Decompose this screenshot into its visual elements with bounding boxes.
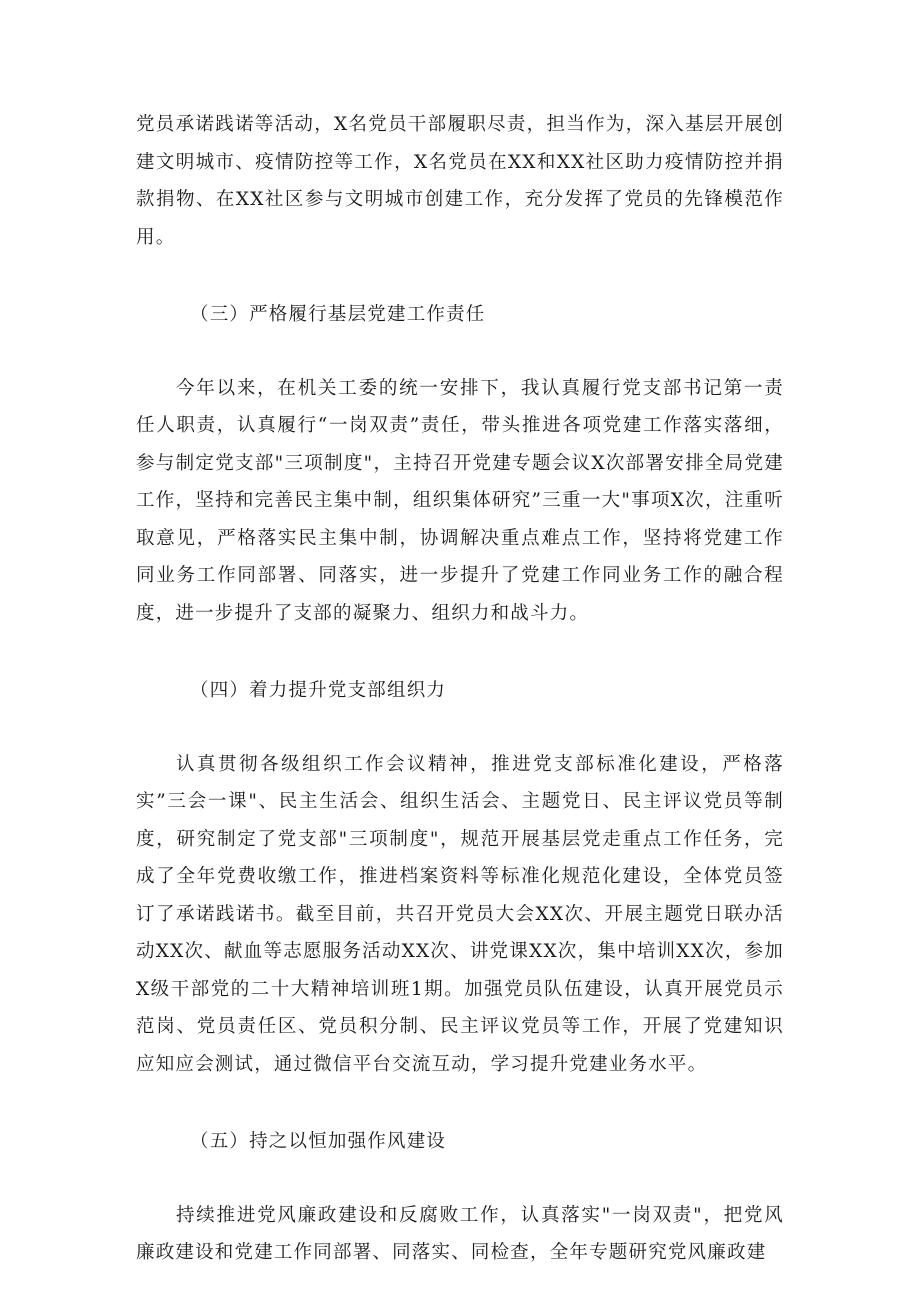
paragraph-organization: 认真贯彻各级组织工作会议精神，推进党支部标准化建设，严格落实”三会一课"、民主生活会、组织生活会、主题党日、民主评议党员等制度，研究制定了党支部"三项制度"，规范开展基层党走重点工作任务，完成了全年党费收缴工作，推进档案资料等标准化规范化建设，全体党员签订了承诺践诺书。截至目前，共召开党员大会XX次、开展主题党日联办活动XX次、献血等志愿服务活动XX次、讲党课XX次，集中培训XX次，参加X级干部党的二十大精神培训班1期。加强党员队伍建设，认真开展党员示范岗、党员责任区、党员积分制、民主评议党员等工作，开展了党建知识应知应会测试，通过微信平台交流互动，学习提升党建业务水平。 [136, 753, 784, 1075]
section-heading-5: （五）持之以恒加强作风建设 [190, 1131, 447, 1152]
section-heading-3: （三）严格履行基层党建工作责任 [190, 304, 486, 325]
section-heading-4: （四）着力提升党支部组织力 [190, 680, 447, 701]
document-body [136, 106, 784, 1272]
paragraph-party-member-activities: 党员承诺践诺等活动，X名党员干部履职尽责，担当作为，深入基层开展创建文明城市、疫情防控等工作，X名党员在XX和XX社区助力疫情防控并捐款捐物、在XX社区参与文明城市创建工作，充分发挥了党员的先锋模范作用。 [136, 114, 784, 248]
paragraph-responsibility: 今年以来，在机关工委的统一安排下，我认真履行党支部书记第一责任人职责，认真履行“一岗双责”责任，带头推进各项党建工作落实落细，参与制定党支部"三项制度"，主持召开党建专题会议X次部署安排全局党建工作，坚持和完善民主集中制，组织集体研究”三重一大"事项X次，注重听取意见，严格落实民主集中制，协调解决重点难点工作，坚持将党建工作同业务工作同部署、同落实，进一步提升了党建工作同业务工作的融合程度，进一步提升了支部的凝聚力、组织力和战斗力。 [136, 377, 784, 624]
paragraph-work-style: 持续推进党风廉政建设和反腐败工作，认真落实"一岗双责"，把党风廉政建设和党建工作同部署、同落实、同检查，全年专题研究党风廉政建 [136, 1204, 784, 1263]
